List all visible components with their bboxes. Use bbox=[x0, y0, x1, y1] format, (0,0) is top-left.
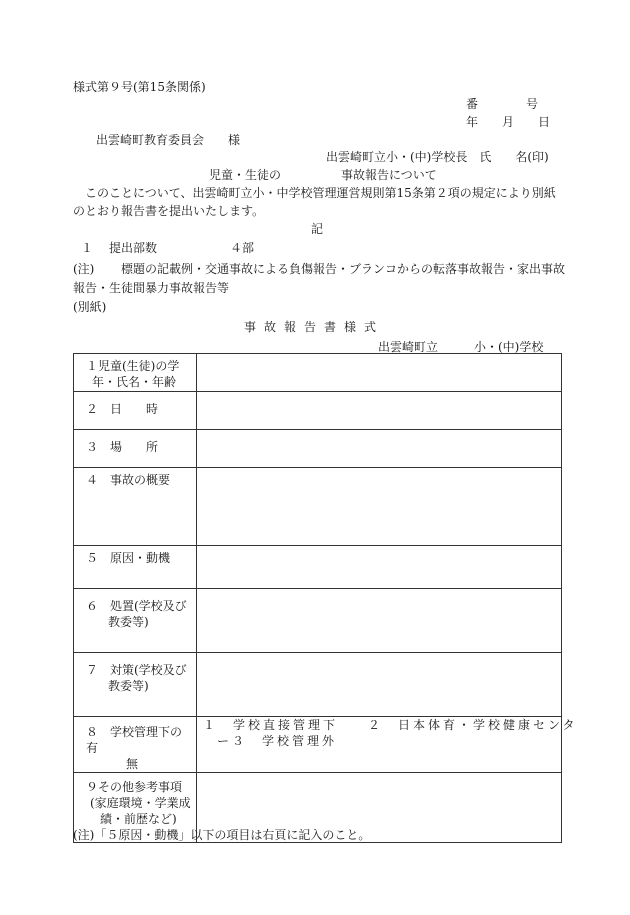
row-label bbox=[74, 392, 197, 430]
value-line: １ 学校直接管理下 ２ 日本体育・学校健康センタ bbox=[203, 718, 578, 732]
row-value-cell[interactable] bbox=[197, 653, 562, 717]
row-label bbox=[74, 546, 197, 589]
note-head: (注) bbox=[73, 262, 95, 276]
label-line: 教委等) bbox=[108, 615, 149, 629]
sender: 出雲崎町立小・(中)学校長 氏 名(印) bbox=[326, 150, 549, 164]
table-row bbox=[74, 653, 562, 717]
row-label bbox=[74, 653, 197, 717]
school-name: 出雲崎町立 小・(中)学校 bbox=[378, 340, 544, 354]
table-row bbox=[74, 354, 562, 392]
label-line: ５ 原因・動機 bbox=[86, 551, 171, 565]
item-number: １ bbox=[81, 241, 94, 255]
report-table bbox=[73, 353, 578, 843]
row-value-cell[interactable] bbox=[197, 430, 562, 468]
row-label bbox=[74, 717, 197, 773]
label-line: ６ 処置(学校及び bbox=[86, 599, 187, 613]
addressee: 出雲崎町教育委員会 様 bbox=[96, 133, 241, 147]
table-row bbox=[74, 468, 562, 546]
row-value-cell[interactable] bbox=[197, 589, 562, 653]
item-label: 提出部数 bbox=[109, 241, 158, 255]
label-line: ９その他参考事項 bbox=[86, 780, 183, 794]
row-value-cell[interactable] bbox=[197, 717, 578, 773]
date-label: 年 月 日 bbox=[466, 115, 551, 129]
label-line: ４ 事故の概要 bbox=[86, 473, 171, 487]
label-line: 績・前歴など) bbox=[100, 812, 177, 826]
row-value-cell[interactable] bbox=[197, 354, 562, 392]
label-line: ２ 日 時 bbox=[86, 402, 159, 416]
table-row bbox=[74, 392, 562, 430]
table-row bbox=[74, 546, 562, 589]
label-line: 無 bbox=[126, 757, 139, 771]
label-line: ３ 場 所 bbox=[86, 440, 159, 454]
table-row bbox=[74, 430, 562, 468]
note-line-1: 標題の記載例・交通事故による負傷報告・ブランコからの転落事故報告・家出事故 bbox=[121, 262, 566, 276]
row-label bbox=[74, 589, 197, 653]
label-line: ７ 対策(学校及び bbox=[86, 663, 187, 677]
row-label bbox=[74, 430, 197, 468]
body-line-2: のとおり報告書を提出いたします。 bbox=[73, 204, 265, 218]
table-row bbox=[74, 717, 562, 773]
label-line: 年・氏名・年齢 bbox=[92, 375, 177, 389]
label-line: １児童(生徒)の学 bbox=[86, 359, 180, 373]
label-line: 教委等) bbox=[108, 679, 149, 693]
ki-heading: 記 bbox=[311, 222, 324, 236]
row-value-cell[interactable] bbox=[197, 546, 562, 589]
form-number: 様式第９号(第15条関係) bbox=[73, 80, 206, 94]
label-line: (家庭環境・学業成 bbox=[90, 796, 191, 810]
value-line: ー３ 学校管理外 bbox=[217, 734, 338, 748]
row-label bbox=[74, 468, 197, 546]
body-line-1: このことについて、出雲崎町立小・中学校管理運営規則第15条第２項の規定により別紙 bbox=[85, 186, 556, 200]
item-value: ４部 bbox=[230, 241, 255, 255]
footer-note: (注)「５原因・動機」以下の項目は右頁に記入のこと。 bbox=[73, 828, 371, 842]
note-line-2: 報告・生徒間暴力事故報告等 bbox=[73, 281, 230, 295]
table-row bbox=[74, 589, 562, 653]
label-line: ８ 学校管理下の有 bbox=[86, 725, 183, 755]
row-value-cell[interactable] bbox=[197, 468, 562, 546]
report-subject: 児童・生徒の 事故報告について bbox=[209, 168, 437, 182]
row-value-cell[interactable] bbox=[197, 392, 562, 430]
appendix-label: (別紙) bbox=[73, 300, 107, 314]
row-label bbox=[74, 354, 197, 392]
number-label: 番 号 bbox=[466, 97, 539, 111]
form-title: 事故報告書様式 bbox=[244, 320, 385, 334]
